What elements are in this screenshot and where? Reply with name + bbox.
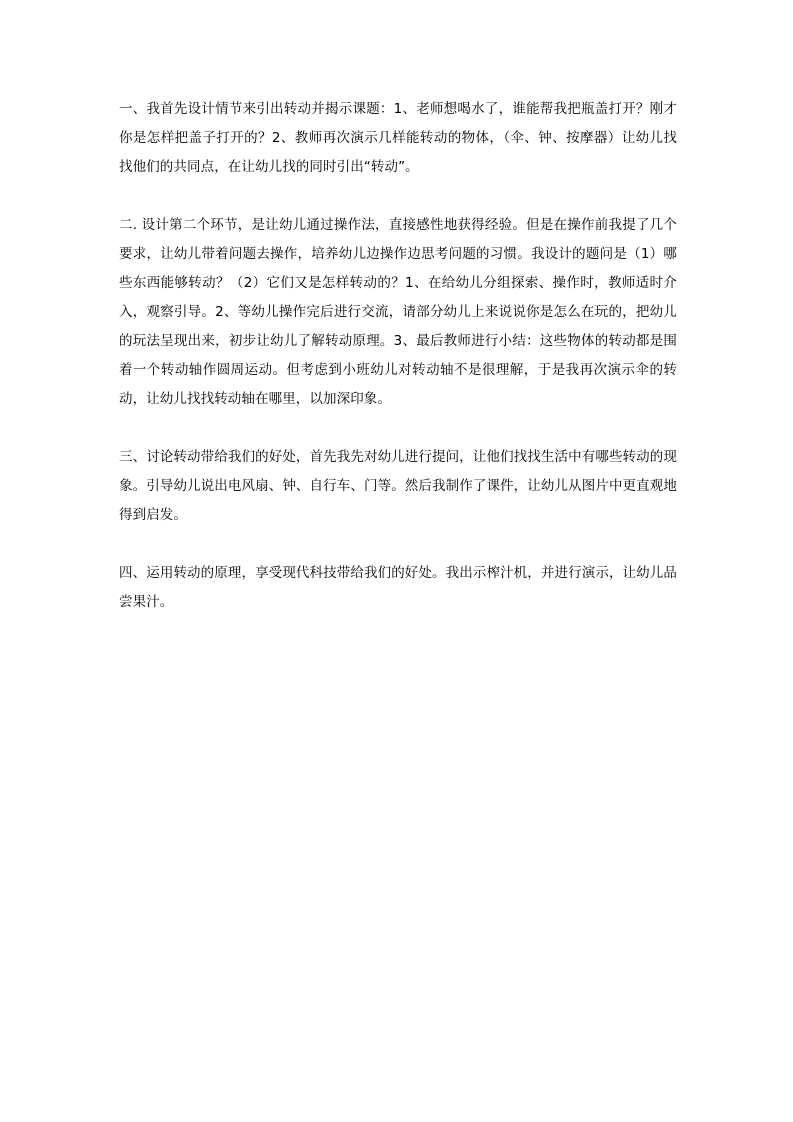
paragraph-3: 三、讨论转动带给我们的好处，首先我先对幼儿进行提问，让他们找找生活中有哪些转动的现象。引导幼儿说出电风扇、钟、自行车、门等。然后我制作了课件，让幼儿从图片中更直观地得到启发。 [119, 449, 677, 523]
paragraph-4: 四、运用转动的原理，享受现代科技带给我们的好处。我出示榨汁机，并进行演示，让幼儿品尝果汁。 [119, 565, 677, 610]
paragraph-2: 二. 设计第二个环节，是让幼儿通过操作法，直接感性地获得经验。但是在操作前我提了几个要求，让幼儿带着问题去操作，培养幼儿边操作边思考问题的习惯。我设计的题问是（1）哪些东西能够转动？（2）它们又是怎样转动的？1、在给幼儿分组探索、操作时，教师适时介入，观察引导。2、等幼儿操作完后进行交流，请部分幼儿上来说说你是怎么在玩的，把幼儿的玩法呈现出来，初步让幼儿了解转动原理。3、最后教师进行小结：这些物体的转动都是围着一个转动轴作圆周运动。但考虑到小班幼儿对转动轴不是很理解，于是我再次演示伞的转动，让幼儿找找转动轴在哪里，以加深印象。 [119, 217, 677, 407]
paragraph-1: 一、我首先设计情节来引出转动并揭示课题：1、老师想喝水了，谁能帮我把瓶盖打开？刚才你是怎样把盖子打开的？2、教师再次演示几样能转动的物体，（伞、钟、按摩器）让幼儿找找他们的共同点，在让幼儿找的同时引出“转动”。 [119, 101, 677, 175]
document-body [119, 95, 677, 646]
